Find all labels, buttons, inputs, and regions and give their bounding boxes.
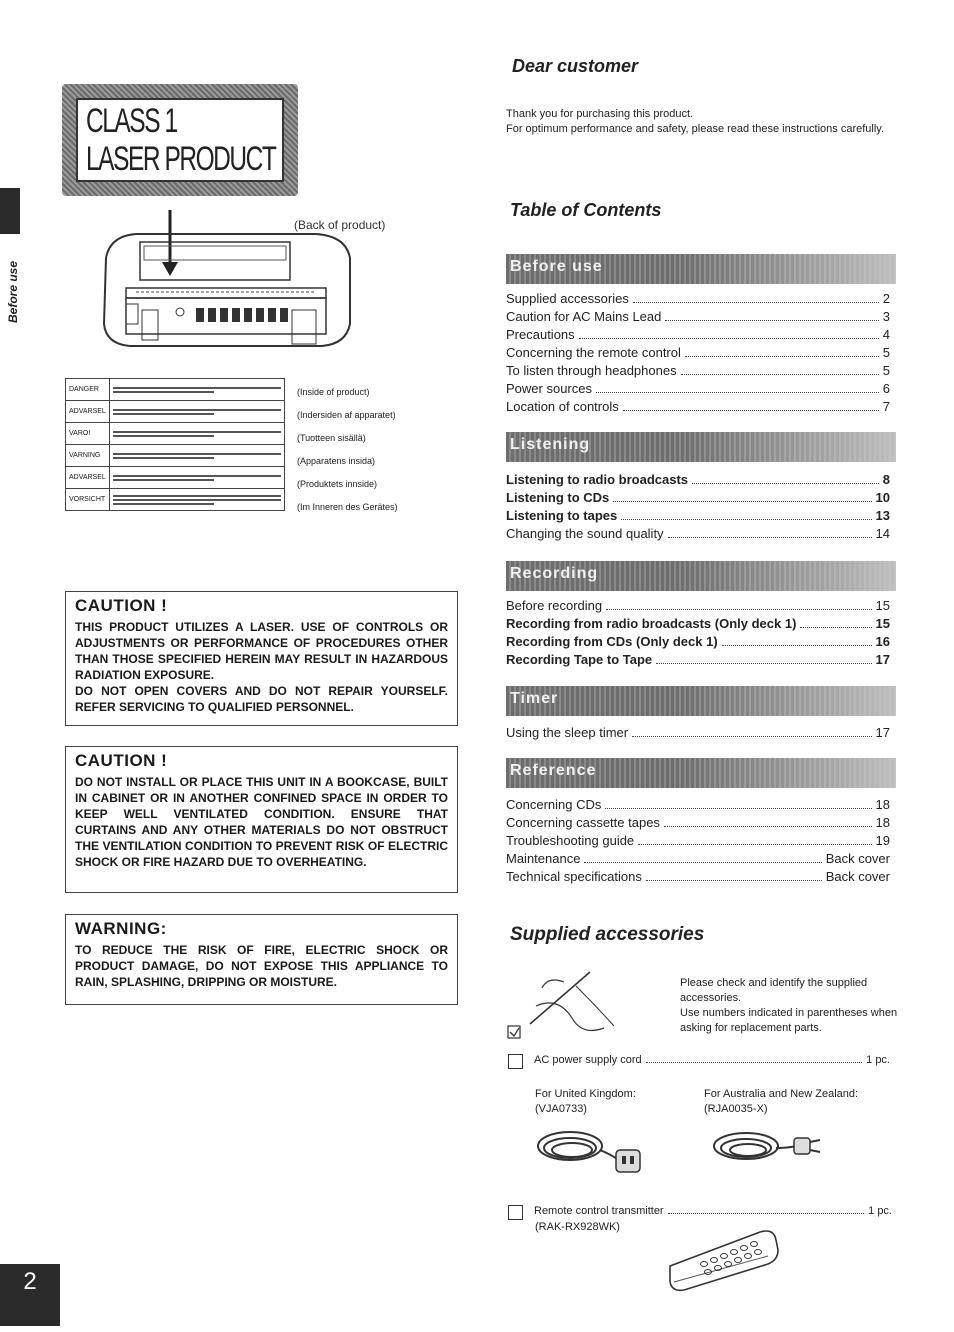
dear-customer-line: Thank you for purchasing this product. — [506, 108, 694, 120]
toc-section-list — [506, 725, 890, 743]
remote-qty: 1 pc. — [868, 1205, 892, 1217]
warning-microtext — [109, 467, 284, 489]
toc-item[interactable] — [506, 327, 890, 345]
warning-lang: ADVARSEL — [66, 401, 110, 423]
laser-warning-table — [65, 378, 285, 511]
laser-label-line2: LASER PRODUCT — [86, 140, 276, 178]
table-row — [66, 379, 285, 401]
supplied-intro — [680, 976, 900, 1036]
warning-locations — [297, 385, 398, 523]
toc-item-page: 15 — [875, 598, 890, 613]
ac-cord-row — [534, 1054, 890, 1066]
toc-item[interactable] — [506, 363, 890, 381]
toc-item-page: 13 — [875, 508, 890, 523]
warning-location: (Apparatens insida) — [297, 456, 376, 466]
toc-section-name: Recording — [510, 565, 599, 582]
toc-item-page: 10 — [875, 490, 890, 505]
toc-item-title: Power sources — [506, 381, 592, 396]
toc-item-title: Caution for AC Mains Lead — [506, 309, 662, 324]
toc-item-page: 17 — [875, 725, 890, 740]
toc-item-page: 6 — [882, 381, 890, 396]
toc-item-page: 14 — [875, 526, 890, 541]
warning-location: (Im Inneren des Gerätes) — [297, 502, 398, 512]
toc-item[interactable] — [506, 345, 890, 363]
caution-title: CAUTION ! — [75, 596, 168, 615]
toc-item[interactable] — [506, 399, 890, 417]
toc-item-page: 18 — [875, 815, 890, 830]
toc-item[interactable] — [506, 598, 890, 616]
toc-item[interactable] — [506, 652, 890, 670]
toc-item-page: 5 — [882, 345, 890, 360]
toc-item[interactable] — [506, 381, 890, 399]
au-power-cord-icon — [706, 1122, 826, 1176]
toc-section-list — [506, 797, 890, 887]
toc-item-page: 17 — [875, 652, 890, 667]
warning-box — [65, 914, 458, 1005]
remote-label: Remote control transmitter — [534, 1205, 664, 1217]
warning-location: (Produktets innside) — [297, 479, 378, 489]
side-label: Before use — [6, 260, 20, 324]
toc-item-page: 19 — [875, 833, 890, 848]
toc-item[interactable] — [506, 725, 890, 743]
toc-section-list — [506, 598, 890, 670]
toc-section-banner — [506, 758, 896, 788]
toc-item-title: Precautions — [506, 327, 575, 342]
toc-item-title: Troubleshooting guide — [506, 833, 635, 848]
uk-cord-part: (VJA0733) — [535, 1103, 587, 1115]
caution-ventilation-box — [65, 746, 458, 893]
ac-cord-qty: 1 pc. — [866, 1054, 890, 1066]
pen-check-icon — [506, 966, 624, 1046]
warning-location: (Indersiden af apparatet) — [297, 410, 396, 420]
toc-item[interactable] — [506, 869, 890, 887]
remote-control-icon — [664, 1226, 784, 1296]
supplied-accessories-heading: Supplied accessories — [510, 924, 705, 945]
toc-item-title: Concerning CDs — [506, 797, 602, 812]
uk-cord-label: For United Kingdom: — [535, 1088, 636, 1100]
toc-item-page: 15 — [875, 616, 890, 631]
toc-item-title: Maintenance — [506, 851, 581, 866]
remote-checkbox[interactable] — [508, 1205, 523, 1220]
toc-section-banner — [506, 254, 896, 284]
toc-item-page: 7 — [882, 399, 890, 414]
au-cord-label: For Australia and New Zealand: — [704, 1088, 859, 1100]
warning-microtext — [109, 401, 284, 423]
toc-item-title: Listening to tapes — [506, 508, 618, 523]
caution-title: CAUTION ! — [75, 751, 168, 770]
supplied-intro-line: Use numbers indicated in parentheses when asking for replacement parts. — [680, 1007, 898, 1034]
ac-cord-label: AC power supply cord — [534, 1054, 642, 1066]
toc-item-title: Recording Tape to Tape — [506, 652, 653, 667]
caution-text: THIS PRODUCT UTILIZES A LASER. USE OF CONTROLS OR ADJUSTMENTS OR PERFORMANCE OF PROCEDURES OTHER THAN THOSE SPECIFIED HEREIN MAY RESULT IN HAZARDOUS RADIATION EXPOSURE. — [75, 620, 448, 682]
toc-item-page: 16 — [875, 634, 890, 649]
toc-item[interactable] — [506, 616, 890, 634]
warning-text: TO REDUCE THE RISK OF FIRE, ELECTRIC SHOCK OR PRODUCT DAMAGE, DO NOT EXPOSE THIS APPLIANCE TO RAIN, SPLASHING, DRIPPING OR MOISTURE. — [75, 943, 448, 989]
toc-item-page: 2 — [882, 291, 890, 306]
table-row — [66, 445, 285, 467]
warning-lang: VARNING — [66, 445, 110, 467]
toc-item-title: Using the sleep timer — [506, 725, 629, 740]
warning-microtext — [109, 489, 284, 511]
toc-item-title: Location of controls — [506, 399, 619, 414]
remote-part: (RAK-RX928WK) — [535, 1221, 620, 1233]
toc-heading: Table of Contents — [510, 200, 662, 220]
page-number: 2 — [23, 1268, 37, 1295]
toc-item-title: Before recording — [506, 598, 603, 613]
dear-customer-heading: Dear customer — [512, 56, 639, 76]
warning-lang: VORSICHT — [66, 489, 110, 511]
toc-section-name: Reference — [510, 762, 597, 779]
toc-item[interactable] — [506, 851, 890, 869]
caution-laser-box — [65, 591, 458, 726]
laser-label-inner — [76, 98, 284, 182]
supplied-intro-line: Please check and identify the supplied accessories. — [680, 977, 868, 1004]
toc-item-title: Supplied accessories — [506, 291, 629, 306]
laser-label-line1: CLASS 1 — [86, 102, 177, 140]
warning-lang: ADVARSEL — [66, 467, 110, 489]
toc-item[interactable] — [506, 309, 890, 327]
toc-item-title: Listening to CDs — [506, 490, 610, 505]
dear-customer-text — [506, 107, 898, 137]
table-row — [66, 467, 285, 489]
toc-section-name: Timer — [510, 690, 559, 707]
toc-section-banner — [506, 686, 896, 716]
toc-item-title: Concerning the remote control — [506, 345, 681, 360]
ac-cord-checkbox[interactable] — [508, 1054, 523, 1069]
uk-cord-info — [535, 1087, 636, 1117]
caution-text: DO NOT INSTALL OR PLACE THIS UNIT IN A BOOKCASE, BUILT IN CABINET OR IN ANOTHER CONFINED SPACE IN ORDER TO KEEP WELL VENTILATED CONDITION. ENSURE THAT CURTAINS AND ANY OTHER MATERIALS DO NOT OBSTRUCT THE VENTILATION CONDITION TO PREVENT RISK OF ELECTRIC SHOCK OR FIRE HAZARD DUE TO OVERHEATING. — [75, 775, 448, 869]
toc-item[interactable] — [506, 526, 890, 544]
toc-item-page: 18 — [875, 797, 890, 812]
toc-item-page: Back cover — [825, 851, 890, 866]
toc-item[interactable] — [506, 833, 890, 851]
uk-power-cord-icon — [530, 1120, 650, 1182]
toc-item-title: To listen through headphones — [506, 363, 677, 378]
toc-item-page: 3 — [882, 309, 890, 324]
dear-customer-line: For optimum performance and safety, please read these instructions carefully. — [506, 123, 885, 135]
toc-item-title: Concerning cassette tapes — [506, 815, 660, 830]
side-tab-marker — [0, 188, 20, 234]
warning-microtext — [109, 379, 284, 401]
caution-text: DO NOT OPEN COVERS AND DO NOT REPAIR YOURSELF. REFER SERVICING TO QUALIFIED PERSONNEL. — [75, 684, 448, 714]
toc-item[interactable] — [506, 472, 890, 490]
toc-item[interactable] — [506, 490, 890, 508]
toc-item-title: Listening to radio broadcasts — [506, 472, 689, 487]
warning-title: WARNING: — [75, 919, 167, 938]
toc-item-page: 8 — [882, 472, 890, 487]
toc-item[interactable] — [506, 634, 890, 652]
toc-item-title: Recording from radio broadcasts (Only deck 1) — [506, 616, 797, 631]
toc-item[interactable] — [506, 291, 890, 309]
toc-section-banner — [506, 561, 896, 591]
warning-microtext — [109, 445, 284, 467]
warning-location: (Inside of product) — [297, 387, 370, 397]
warning-microtext — [109, 423, 284, 445]
toc-section-name: Before use — [510, 258, 603, 275]
toc-section-name: Listening — [510, 436, 591, 453]
table-row — [66, 401, 285, 423]
toc-item-title: Technical specifications — [506, 869, 642, 884]
warning-lang: VARO! — [66, 423, 110, 445]
toc-item-page: 5 — [882, 363, 890, 378]
toc-item[interactable] — [506, 508, 890, 526]
toc-item[interactable] — [506, 797, 890, 815]
au-cord-info — [704, 1087, 858, 1117]
back-of-product-caption: (Back of product) — [294, 218, 386, 232]
toc-item-page: 4 — [882, 327, 890, 342]
remote-row — [534, 1205, 892, 1217]
toc-section-list — [506, 472, 890, 544]
warning-location: (Tuotteen sisällä) — [297, 433, 366, 443]
warning-lang: DANGER — [66, 379, 110, 401]
table-row — [66, 489, 285, 511]
toc-section-banner — [506, 432, 896, 462]
toc-item[interactable] — [506, 815, 890, 833]
toc-section-list — [506, 291, 890, 417]
au-cord-part: (RJA0035-X) — [704, 1103, 768, 1115]
table-row — [66, 423, 285, 445]
laser-class-label — [62, 84, 298, 196]
toc-item-title: Recording from CDs (Only deck 1) — [506, 634, 718, 649]
toc-item-page: Back cover — [825, 869, 890, 884]
toc-item-title: Changing the sound quality — [506, 526, 664, 541]
